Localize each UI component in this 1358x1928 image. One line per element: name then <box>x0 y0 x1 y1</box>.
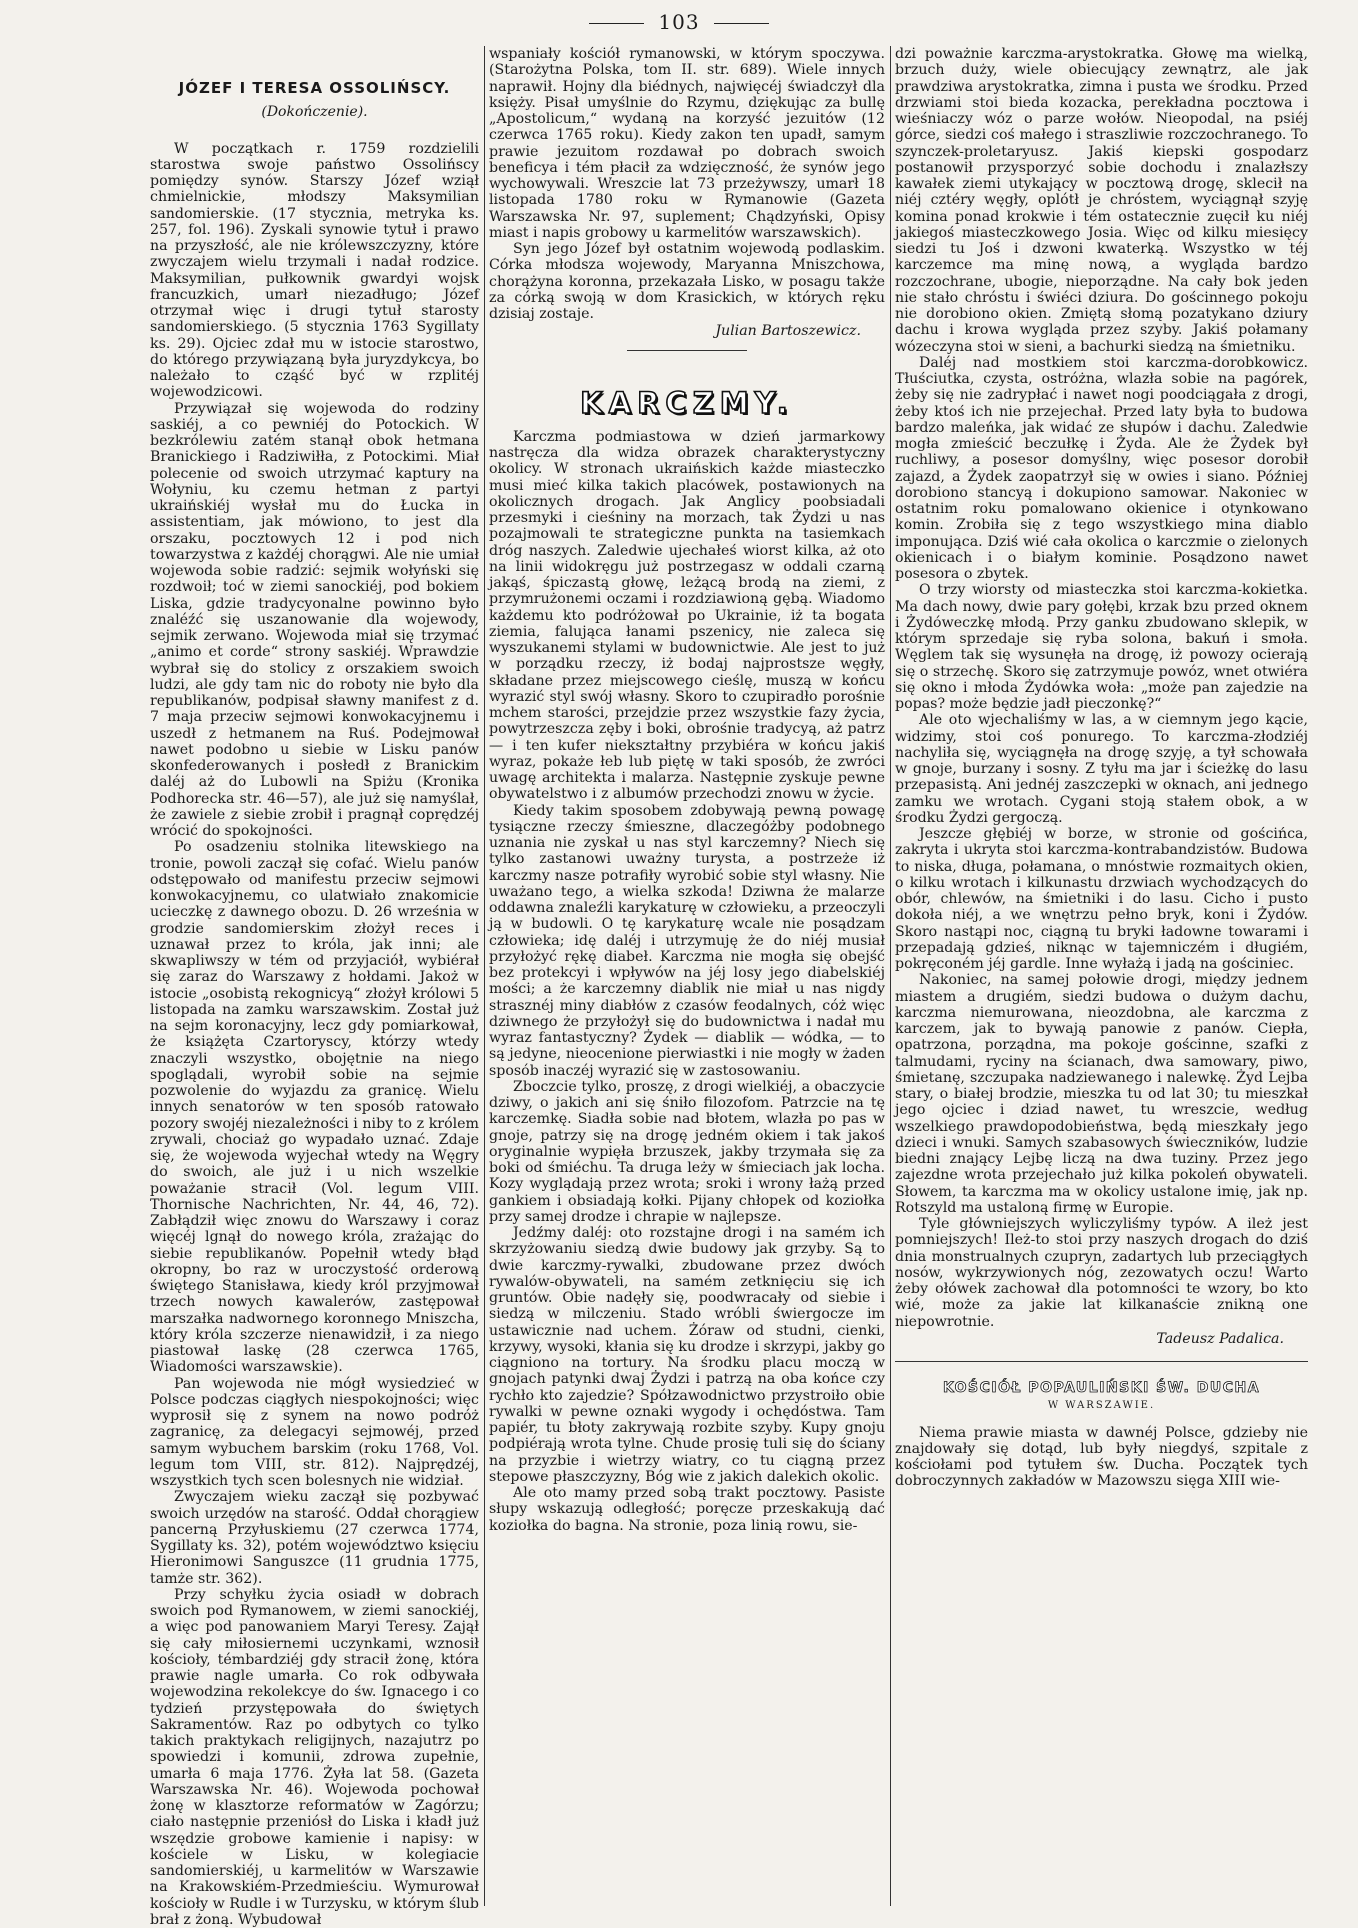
article2-paragraph: Ale oto mamy przed sobą trakt pocztowy. Pasiste słupy wskazują odległość; poręcze przeskakują dać koziołka do bagna. Na stronie, poza linią rowu, sie- <box>489 1485 885 1534</box>
article1-last-paragraph: Syn jego Józef był ostatnim wojewodą podlaskim. Córka młodsza wojewody, Maryanna Mniszchowa, chorążyna koronna, przekazała Lisko, w posagu także za córką swoją w dom Krasickich, w których ręku dzisiaj zostaje. <box>489 241 885 322</box>
article2-paragraph: Daléj nad mostkiem stoi karczma-dorobkowicz. Tłuściutka, czysta, ostróżna, wlazła sobie na pagórek, żeby się nie zadrypłać i nawet nogi poodciągała z drogi, żeby ktoś ich nie przejechał. Przed laty była to budowa bardzo maleńka, jak widać ze słupów i dachu. Zaledwie mogła zmieścić beczułkę i Żyda. Ale że Żydek był ruchliwy, a posesor domyślny, więc posesor dorobił zajazd, a Żydek zaopatrzył się w owies i siano. Później dorobiono stancyą i dokupiono samowar. Nakoniec w ostatnim roku pomalowano okienice i otynkowano komin. Zrobiła się z tego wszystkiego mina diablo imponująca. Dziś wié cała okolica o karczmie o zielonych okienicach i o białym kominie. Posądzono nawet posesora o zbytek. <box>895 354 1308 582</box>
article2-paragraph: Zboczcie tylko, proszę, z drogi wielkiéj, a obaczycie dziwy, o jakich ani się śniło filozofom. Patrzcie na tę karczemkę. Siadła sobie nad błotem, wlazła po pas w gnoje, patrzy się na drogę jedném okiem i tak jakoś oryginalnie wypięła brzuszek, jakby trzymała się za boki od śmiéchu. Ta druga leży w śmieciach jak locha. Kozy wyglądają przez wrota; sroki i wrony łażą przed gankiem i obsiadają kołki. Pijany chłopek od koziołka przy samej drodze i chrapie w najlepsze. <box>489 1078 885 1225</box>
article1-paragraph: Przywiązał się wojewoda do rodziny saskiéj, a co pewniéj do Potockich. W bezkrólewiu zatém stanął obok hetmana Branickiego i Radziwiłła, z Potockimi. Miał polecenie od swoich utrzymać kaptury na Wołyniu, ku czemu hetman z partyi ukraińskiéj wysłał mu do Łucka in assistentiam, jak mówiono, to jest dla orszaku, pocztowych 12 i pod nich towarzystwa z każdéj chorągwi. Ale nie umiał wojewoda sobie radzić: sejmik wołyński się rozdwoił; toć w ziemi sanockiéj, pod bokiem Liska, gdzie tradycyonalne powinno było znaléźć się uszanowanie dla wojewody, sejmik zerwano. Wojewoda miał się trzymać „animo et corde“ strony saskiéj. Wprawdzie wybrał się do stolicy z orszakiem swoich ludzi, ale gdy tam nic do roboty nie było dla republikanów, podpisał sławny manifest z d. 7 maja przeciw sejmowi konwokacyjnemu i uszedł z hetmanem na Ruś. Podejmował nawet podobno u siebie w Lisku panów skonfederowanych i posłedł z Branickim daléj aż do Lubowli na Spiżu (Kronika Podhorecka str. 46—57), ale już się namyślał, że zawiele z siebie zrobił i pragnął coprędzéj wrócić do spokojności. <box>150 400 479 839</box>
article3-title: KOŚCIÓŁ POPAULIŃSKI ŚW. DUCHA <box>942 1380 1261 1396</box>
article1-paragraph: Zwyczajem wieku zaczął się pozbywać swoich urzędów na starość. Oddał chorągiew pancerną Przyłuskiemu (27 czerwca 1774, Sygillaty ks. 32), potém województwo księciu Hieronimowi Sanguszce (11 grudnia 1775, tamże str. 362). <box>150 1489 479 1587</box>
article2-paragraph: Kiedy takim sposobem zdobywają pewną powagę tysiączne rzeczy śmieszne, dlaczegóżby podobnego uznania nie zyskał u nas styl karczemny? Niech się tylko zastanowi uważny turysta, a postrzeże iż karczmy nasze potrafiły wyrobić sobie styl własny. Nie uważano tego, a wielka szkoda! Dziwna że malarze oddawna znaleźli karykaturę w człowieku, a przeoczyli ją w budowli. O tę karykaturę wcale nie posądzam człowieka; idę daléj i utrzymuję że do niéj musiał przyłożyć rękę diabeł. Karczma nie mogła się obejść bez protekcyi i wpływów na jéj losy jego diabelskiéj mości; a że karczemny diablik nie miał u nas nigdy strasznéj miny diabłów z czasów feodalnych, cóż więc dziwnego że przyłożył się do budownictwa i nadał mu wyraz fantastyczny? Żydek — diablik — wódka, — to są jedyne, nieocenione pierwiastki i nie mogły w żaden sposób inaczéj wyrazić się w zastosowaniu. <box>489 802 885 1079</box>
article1-subtitle: (Dokończenie). <box>261 104 368 121</box>
article1-title: JÓZEF I TERESA OSSOLIŃSCY. <box>178 79 451 97</box>
article2-paragraph: Karczma podmiastowa w dzień jarmarkowy nastręcza dla widza obrazek charakterystyczny okolicy. W stronach ukraińskich każde miasteczko musi mieć kilka takich placówek, postawionych na okolicznych drogach. Jak Anglicy poobsiadali przesmyki i cieśniny na morzach, tak Żydzi u nas pozajmowali te strategiczne punkta na tasiemkach dróg naszych. Zaledwie ujechałeś wiorst kilka, aż oto na linii widokręgu już postrzegasz w oddali czarną jakąś, śpiczastą głowę, leżącą brodą na ziemi, z przymrużonemi oczami i rozdziawioną gębą. Wiadomo każdemu kto podróżował po Ukrainie, iż ta bogata ziemia, falująca łanami pszenicy, nie zaleca się wyszukanemi stylami w budownictwie. Ale jest to już w porządku rzeczy, iż bodaj najprostsze węgły, składane przez miejscowego cieślę, muszą w końcu wyrazić styl swój własny. Skoro to czupiradło porośnie mchem starości, przejdzie przez wszystkie fazy życia, powytrzeszcza zęby i boki, obrośnie tradycyą, aż patrz — i ten kufer niekształtny przybiéra w końcu jakiś wyraz, pokaże łeb lub piętę w taki sposób, że zwróci uwagę architekta i malarza. Następnie zyskuje pewne obywatelstwo i z albumów przechodzi znowu w życie. <box>489 428 885 803</box>
article3-subtitle: W WARSZAWIE. <box>1047 1400 1156 1412</box>
column-rule-2 <box>890 46 891 1906</box>
article2-paragraph: Jeszcze głębiéj w borze, w stronie od gościńca, zakryta i ukryta stoi karczma-kontrabandzistów. Budowa to niska, długa, połamana, o mnóstwie rozmaitych okien, o kilku wrotach i kilkunastu drzwiach wychodzących do obór, chlewów, na śmietniki i do lasu. Cicho i pusto dokoła niéj, a we wnętrzu pełno bryk, koni i Żydów. Skoro nastąpi noc, ciągną tu bryki ładowne towarami i przepadają gdzieś, niknąc w tajemniczém i długiém, pokręconém jéj gardle. Inne wyłażą i jadą na gościniec. <box>895 826 1308 972</box>
article1-paragraph: Przy schyłku życia osiadł w dobrach swoich pod Rymanowem, w ziemi sanockiéj, a więc pod panowaniem Maryi Teresy. Zajął się cały miłosiernemi uczynkami, wznosił kościoły, témbardziéj gdy stracił żonę, która prawie nagle umarła. Co rok odbywała wojewodzina rekolekcye do św. Ignacego i co tydzień przystępowała do świętych Sakramentów. Raz po odbytych co tylko takich praktykach religijnych, nazajutrz po spowiedzi i komunii, zdrowa zupełnie, umarła 6 maja 1776. Żyła lat 58. (Gazeta Warszawska Nr. 46). Wojewoda pochował żonę w klasztorze reformatów w Zagórzu; ciało następnie przeniósł do Liska i kładł już wszędzie grobowe kamienie i napisy: w kościele w Lisku, w kolegiacie sandomierskiéj, u karmelitów w Warszawie na Krakowskiém-Przedmieściu. Wymurował kościoły w Rudle i w Turzysku, w którym ślub brał z żoną. Wybudował <box>150 1586 479 1928</box>
article2-paragraph: Jedźmy daléj: oto rozstajne drogi i na samém ich skrzyżowaniu siedzą dwie budowy jak grzyby. Są to dwie karczmy-rywalki, zbudowane przez dwóch rywalów-obywateli, na samém zetknięciu się ich gruntów. Obie nadęły się, poodwracały od siebie i siedzą w milczeniu. Stado wróbli świergocze im ustawicznie nad uchem. Żóraw od studni, cienki, krzywy, wysoki, kłania się ku drodze i skrzypi, jakby go ciągniono na tortury. Na środku placu moczą w gnojach patynki dwaj Żydzi i patrzą na oba końce czy rychło kto zajedzie? Spółzawodnictwo przystroiło obie rywalki w pewne oznaki wygody i ochędóstwa. Tam papiér, tu błoty zakrywają rozbite szyby. Kupy gnoju podpiérają wrota tylne. Chude prosię tuli się do ściany na przyzbie i wietrzy wiatry, co tu ciągną przez stepowe płaszczyzny, Bóg wie z jakich dalekich okolic. <box>489 1225 885 1485</box>
divider <box>895 1361 1308 1362</box>
column-1 <box>150 46 479 1928</box>
article2-title: KARCZMY. <box>580 385 794 420</box>
article2-author: Tadeusz Padalica. <box>1156 1330 1284 1347</box>
article1-author: Julian Bartoszewicz. <box>715 323 861 340</box>
article1-paragraph: Po osadzeniu stolnika litewskiego na tronie, powoli zaczął się cofać. Wielu panów odstępowało od manifestu przeciw sejmowi konwokacyjnemu, co ulatwiało znakomicie ucieczkę z dawnego obozu. D. 26 września w grodzie sandomierskim złożył reces i uznawał przez to króla, jak inni; ale skwapliwszy w tém od przyjaciół, wybiérał się zaraz do Warszawy z hołdami. Jakoż w istocie „osobistą rekognicyą“ złożył królowi 5 listopada na zamku warszawskim. Został już na sejm koronacyjny, lecz gdy pomiarkował, że książęta Czartoryscy, którzy wtedy znaczyli wszystko, obojętnie na niego spoglądali, wyrobił sobie na sejmie pozwolenie do wyjazdu za granicę. Wielu innych senatorów w ten sposób ratowało pozory swojéj niezależności i niby to z królem zrywali, chociaż go wypadało uznać. Zdaje się, że wojewoda wyjechał wtedy na Węgry do swoich, ale już i u nich wszelkie poważanie stracił (Vol. legum VIII. Thornische Nachrichten, Nr. 44, 46, 72). Zabłądził więc znowu do Warszawy i coraz więcéj lgnął do nowego króla, zrażając do siebie republikanów. Popełnił wtedy błąd okropny, bo raz w uroczystość orderową świętego Stanisława, kiedy król przyjmował trzech nowych kawalerów, zastępował marszałka nadwornego koronnego Mniszcha, który króla szczerze nienawidził, i za niego piastował laskę (28 czerwca 1765, Wiadomości warszawskie). <box>150 839 479 1376</box>
column-rule-1 <box>484 46 485 1906</box>
article2-paragraph: O trzy wiorsty od miasteczka stoi karczma-kokietka. Ma dach nowy, dwie pary gołębi, krzak bzu przed oknem i Żydóweczkę młodą. Przy ganku zbudowano sklepik, w którym sprzedaje się ryba solona, bakuń i smoła. Węglem tak się wysunęła na drogę, iż powozy ocierają się o strzechę. Skoro się zatrzymuje powóz, wnet otwiéra się okno i młoda Żydówka woła: „może pan zajedzie na popas? może będzie jadł pieczonkę?“ <box>895 582 1308 712</box>
column-3 <box>895 46 1308 1916</box>
article2-paragraph: Nakoniec, na samej połowie drogi, między jednem miastem a drugiém, siedzi budowa o dużym dachu, karczma niemurowana, nieozdobna, ale karczma z karczem, jak to bywają panowie z panów. Ciepła, opatrzona, porządna, ma pokoje gościnne, szafki z talmudami, ryciny na ścianach, dwa samowary, piwo, śmietanę, szczupaka nadziewanego i nalewkę. Żyd Lejba stary, o białej brodzie, mieszka tu od lat 30; tu mieszkał jego ojciec i dziad nawet, tu wreszcie, według wszelkiego prawdopodobieństwa, będą mieszkały jego dzieci i wnuki. Samych szabasowych świeczników, ludzie biedni znający Lejbę liczą na dwa tuziny. Przez jego zajezdne wrota przejechało już kilka pokoleń obywateli. Słowem, ta karczma ma w okolicy ustalone imię, jak np. Rotszyld ma ustaloną firmę w Europie. <box>895 972 1308 1216</box>
article1-paragraph: Pan wojewoda nie mógł wysiedzieć w Polsce podczas ciągłych niespokojności; więc wyprosił się z synem na nowo podróż zagranicę, za delegacyi sejmowéj, przed samym wybuchem barskim (roku 1768, Vol. legum tom VIII, str. 812). Najprędzéj, wszystkich tych scen bolesnych nie widział. <box>150 1375 479 1489</box>
article3-paragraph: Niema prawie miasta w dawnéj Polsce, gdzieby nie znajdowały się dotąd, lub były niegdyś, szpitale z kościołami pod tytułem św. Ducha. Początek tych dobroczynnych zakładów w Mazowszu sięga XIII wie- <box>895 1424 1308 1490</box>
divider <box>627 350 747 351</box>
article2-paragraph: Tyle główniejszych wyliczyliśmy typów. A ileż jest pomniejszych! Ileż-to stoi przy naszych drogach do dziś dnia monstrualnych czupryn, zadartych lub przeciągłych nosów, wykrzywionych nóg, zezowatych oczu! Warto żeby ołówek zachował dla potomności te wzory, bo kto wié, może za jakie lat kilkanaście znikną one niepowrotnie. <box>895 1216 1308 1330</box>
article1-continuation: wspaniały kościół rymanowski, w którym spoczywa. (Starożytna Polska, tom II. str. 689). Wiele innych naprawił. Hojny dla biédnych, najwięcéj świadczył dla księży. Pisał umyślnie do Rzymu, dziękując za bullę „Apostolicum,“ wydaną na korzyść jezuitów (12 czerwca 1765 roku). Kiedy zakon ten upadł, samym prawie jezuitom rozdawał po dobrach swoich beneficya i tém płacił za wdzięczność, że synów jego wychowywali. Wreszcie lat 73 przeżywszy, umarł 18 listopada 1780 roku w Rymanowie (Gazeta Warszawska Nr. 97, suplement; Chądzyński, Opisy miast i napis grobowy u karmelitów warszawskich). <box>489 46 885 241</box>
article2-paragraph: Ale oto wjechaliśmy w las, a w ciemnym jego kącie, widzimy, stoi coś ponurego. To karczma-złodziéj nachyliła się, wyciągnęła na drogę szyję, a tył schowała w gnoje, burzany i sosny. Z tyłu ma jar i ścieżkę do lasu przepasistą. Ani jednéj zaszczepki w oknach, ani jednego zamku we wrotach. Cygani stoją stałem obok, a w środku Żydzi gergoczą. <box>895 712 1308 826</box>
page-number: 103 <box>0 10 1358 34</box>
column-2 <box>489 46 885 1916</box>
article2-paragraph: dzi poważnie karczma-arystokratka. Głowę ma wielką, brzuch duży, wiele obiecujący zewnątrz, ale jak prawdziwa arystokratka, zimna i pusta we środku. Przed drzwiami stoi bieda kozacka, perekładna pocztowa i wieśniaczy wóz o parze wołów. Nieopodal, na psiéj górce, siedzi coś małego i straszliwie rozczochranego. To szynczek-proletaryusz. Jakiś kiepski gospodarz postanowił przysporzyć sobie dochodu i znalazłszy kawałek ziemi utykający w pocztową drogę, sklecił na niéj cztéry węgły, oplótł je chróstem, wyciągnął szyję komina ponad krokwie i tém ostatecznie zuęcił ku niéj jakiegoś miasteczkowego Josia. Więc od kilku miesięcy siedzi tu Joś i dzwoni kwaterką. Wszystko w téj karczemce ma minę nową, a wygląda bardzo rozczochrane, ubogie, nieporządne. Na cały bok jeden nie stało chróstu i świéci dziura. Do gościnnego pokoju nie dorobiono okien. Zmiętą słomą pozatykano dziury dachu i krowa wygląda przez szyby. Jakiś połamany wózeczyna stoi w sieni, a bachurki siedzą na śmietniku. <box>895 46 1308 355</box>
article1-paragraph: W początkach r. 1759 rozdzielili starostwa swoje państwo Ossolińscy pomiędzy synów. Starszy Józef wziął chmielnickie, młodszy Maksymilian sandomierskie. (17 stycznia, metryka ks. 257, fol. 196). Zyskali synowie tytuł i prawo na przyszłość, ale nie królewszczyzny, które zwyczajem wielu trzymali i nadał rodzice. Maksymilian, pułkownik gwardyi wojsk francuzkich, umarł niezadługo; Józef otrzymał więc i drugi tytuł starosty sandomierskiego. (5 stycznia 1763 Sygillaty ks. 29). Ojciec zdał mu w istocie starostwo, do którego przywiązaną była juryzdykcya, bo należało to cząść być w rzplitéj wojewodzicowi. <box>150 140 479 401</box>
